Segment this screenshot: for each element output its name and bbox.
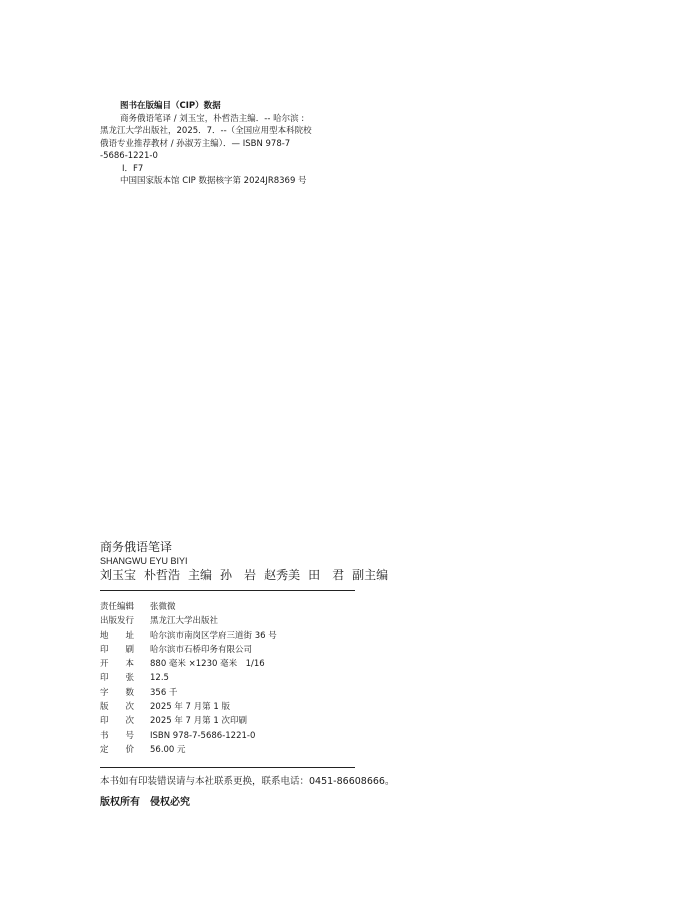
copyright-notice: 版权所有 侵权必究 (100, 797, 190, 808)
info-row (100, 714, 277, 728)
info-value: 12.5 (150, 673, 169, 684)
info-value: 2025 年 7 月第 1 次印刷 (150, 716, 247, 727)
info-row (100, 657, 277, 671)
info-row (100, 729, 277, 743)
info-value: 黑龙江大学出版社 (150, 616, 219, 627)
info-value: 张微微 (150, 602, 176, 612)
author-4: 赵秀美 (264, 568, 301, 582)
info-label: 地 址 (100, 630, 135, 641)
book-pinyin: SHANGWU EYU BIYI (100, 556, 188, 566)
info-label: 开 本 (100, 659, 135, 670)
info-row (100, 671, 277, 685)
info-value: 356 千 (150, 687, 178, 698)
info-row (100, 643, 277, 657)
info-label: 定 价 (100, 744, 135, 755)
cip-line-3: 俄语专业推荐教材 / 孙淑芳主编）．— ISBN 978-7 (100, 138, 291, 149)
cip-verification: 中国国家版本馆 CIP 数据核字第 2024JR8369 号 (120, 176, 307, 186)
cip-line-1: 商务俄语笔译 / 刘玉宝，朴哲浩主编．-- 哈尔滨 : (120, 113, 305, 124)
cip-title: 图书在版编目（CIP）数据 (120, 101, 221, 111)
author-3: 孙 岩 (220, 568, 257, 582)
info-label: 版 次 (100, 702, 135, 713)
info-value: 2025 年 7 月第 1 版 (150, 702, 230, 713)
info-value: 880 毫米 ×1230 毫米 1/16 (150, 659, 265, 670)
author-5: 田 君 (308, 568, 345, 582)
author-role-chief: 主编 (188, 568, 213, 582)
info-row (100, 686, 277, 700)
info-row (100, 614, 277, 628)
book-title: 商务俄语笔译 (100, 540, 173, 554)
author-2: 朴哲浩 (144, 568, 181, 582)
book-authors (100, 567, 396, 583)
author-role-deputy: 副主编 (352, 568, 389, 582)
author-1: 刘玉宝 (100, 568, 137, 582)
info-value: 56.00 元 (150, 744, 186, 755)
info-label: 字 数 (100, 687, 135, 698)
cip-line-4: -5686-1221-0 (100, 151, 158, 161)
info-row (100, 743, 277, 757)
divider-top (100, 590, 355, 591)
cip-block (100, 100, 312, 188)
info-label: 印 次 (100, 716, 135, 727)
info-label: 责任编辑 (100, 602, 135, 612)
info-row (100, 600, 277, 614)
cip-line-2: 黑龙江大学出版社，2025．7．--（全国应用型本科院校 (100, 126, 312, 136)
cip-classification: Ⅰ．F7 (122, 163, 144, 174)
info-value: ISBN 978-7-5686-1221-0 (150, 730, 256, 741)
publication-info (100, 600, 277, 757)
info-label: 书 号 (100, 730, 135, 741)
info-label: 印 刷 (100, 644, 135, 655)
info-row (100, 700, 277, 714)
info-value: 哈尔滨市南岗区学府三道街 36 号 (150, 630, 277, 641)
book-heading (100, 540, 396, 583)
replacement-notice: 本书如有印装错误请与本社联系更换，联系电话：0451-86608666。 (100, 776, 395, 787)
info-label: 印 张 (100, 673, 135, 684)
info-label: 出版发行 (100, 616, 135, 627)
info-value: 哈尔滨市石桥印务有限公司 (150, 644, 253, 655)
info-row (100, 629, 277, 643)
divider-bottom (100, 767, 355, 768)
